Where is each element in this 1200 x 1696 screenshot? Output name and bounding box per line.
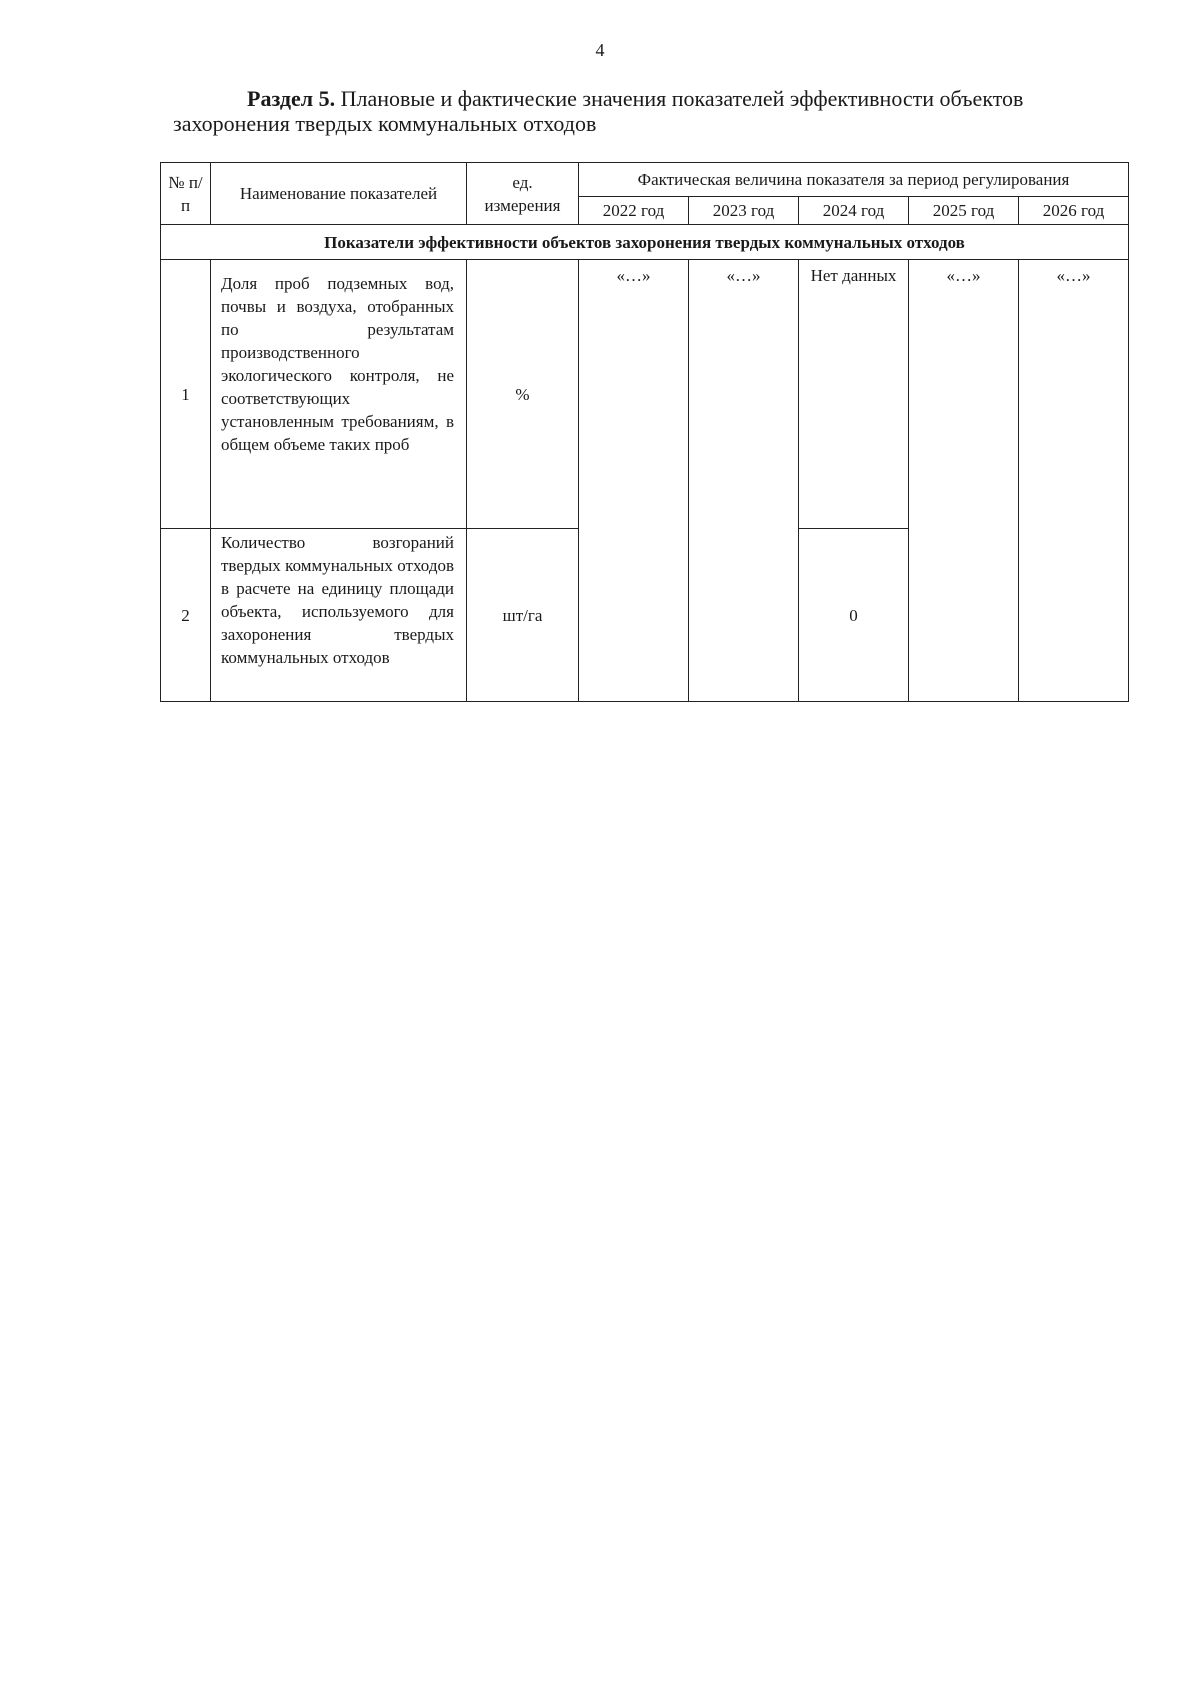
header-year: 2025 год <box>909 197 1019 225</box>
section-heading-bold: Раздел 5. <box>247 86 336 111</box>
header-period: Фактическая величина показателя за период регулирования <box>579 163 1129 197</box>
section-heading <box>173 86 1118 136</box>
header-year: 2023 год <box>689 197 799 225</box>
indicators-table <box>160 162 1129 702</box>
header-name: Наименование показателей <box>211 163 467 225</box>
row-value-2025: «…» <box>909 260 1019 702</box>
header-year: 2024 год <box>799 197 909 225</box>
row-num: 1 <box>161 260 211 529</box>
row-value-2026: «…» <box>1019 260 1129 702</box>
header-unit: ед. измерения <box>467 163 579 225</box>
row-value-2024: Нет данных <box>799 260 909 529</box>
header-row-1 <box>161 163 1129 197</box>
row-unit: шт/га <box>467 529 579 702</box>
row-unit: % <box>467 260 579 529</box>
table-row <box>161 260 1129 529</box>
row-num: 2 <box>161 529 211 702</box>
row-value-2022: «…» <box>579 260 689 702</box>
header-num: № п/п <box>161 163 211 225</box>
section-title-row <box>161 225 1129 260</box>
row-value-2023: «…» <box>689 260 799 702</box>
header-year: 2022 год <box>579 197 689 225</box>
page-number: 4 <box>595 40 605 60</box>
header-year: 2026 год <box>1019 197 1129 225</box>
row-name: Количество возгораний твердых коммунальных отходов в расчете на единицу площади объекта, используемого для захоронения твердых коммунальных отходов <box>211 529 467 702</box>
row-name: Доля проб подземных вод, почвы и воздуха, отобранных по результатам производственного экологического контроля, не соответствующих установленным требованиям, в общем объеме таких проб <box>211 260 467 529</box>
section-title: Показатели эффективности объектов захоронения твердых коммунальных отходов <box>161 225 1129 260</box>
section-heading-text: Плановые и фактические значения показателей эффективности объектов захоронения твердых коммунальных отходов <box>173 86 1024 136</box>
row-value-2024: 0 <box>799 529 909 702</box>
indicators-table-wrap <box>160 162 1128 702</box>
